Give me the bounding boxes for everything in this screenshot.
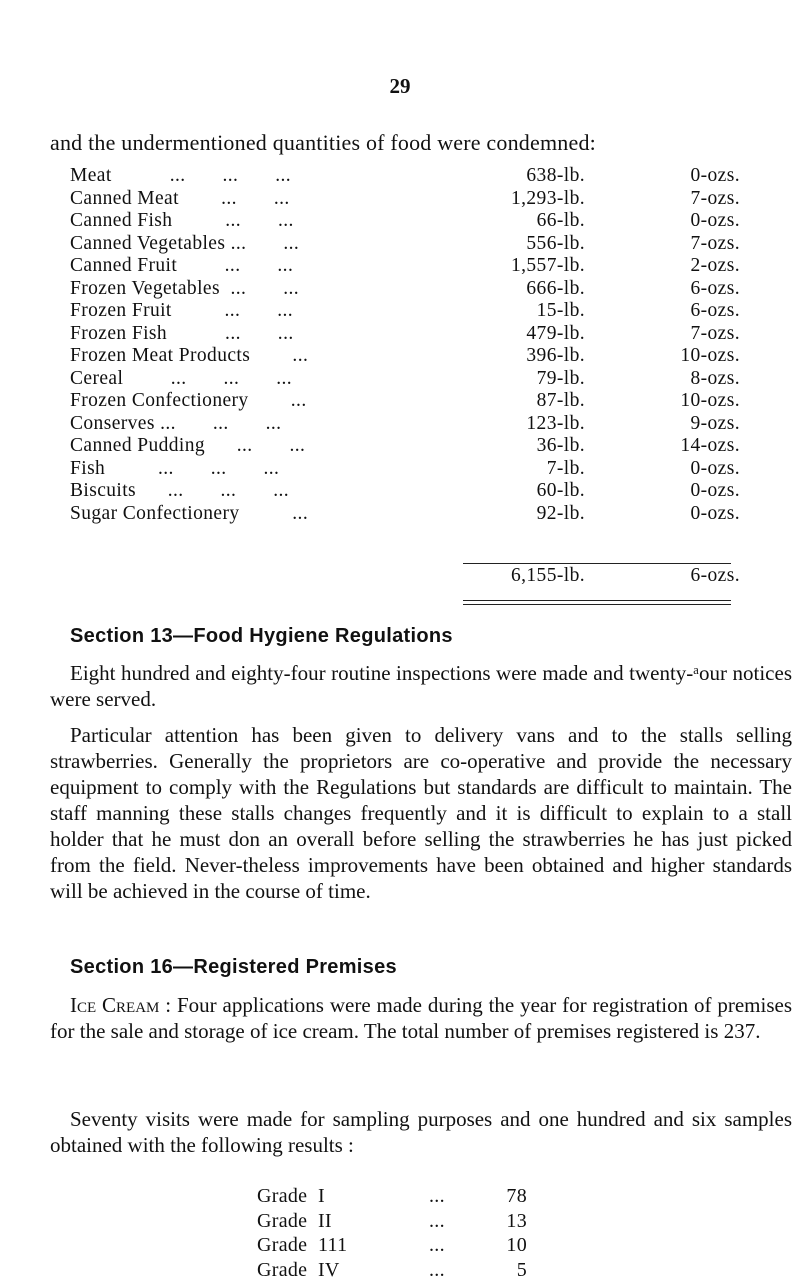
section-13-paragraph-2-text: Particular attention has been given to delivery vans and to the stalls selling strawberries. Generally the proprietors are co-operative and provide the necessary equipment to comply with the Regulations but standards are difficult to maintain. The staff manning these stalls changes frequently and it is difficult to explain to a stall holder that he must don an overall before selling the strawberries he has just picked from the field. Never-theless improvements have been obtained and higher standards will be achieved in the course of time. — [50, 723, 792, 903]
page-number: 29 — [389, 74, 411, 98]
condemned-food-table — [70, 165, 740, 525]
ounces-value: 7-ozs. — [690, 187, 740, 209]
table-row — [70, 323, 740, 346]
ounces-value: 2-ozs. — [690, 255, 740, 276]
ounces-value: 0-ozs. — [690, 165, 740, 186]
table-row — [70, 458, 740, 481]
total-double-rule — [463, 600, 731, 605]
pounds-value: 1,293-lb. — [510, 187, 585, 209]
section-13-paragraph-2 — [50, 722, 792, 904]
ounces-value: 0-ozs. — [690, 210, 740, 231]
intro-line: and the undermentioned quantities of food were condemned: — [50, 130, 596, 155]
food-label: Cereal ... ... ... — [70, 367, 293, 389]
section-16-paragraph-1 — [50, 992, 792, 1044]
table-row — [70, 480, 740, 503]
ice-cream-lead: Ice Cream : — [70, 993, 172, 1017]
section-13-paragraph-1 — [50, 660, 792, 712]
food-label: Frozen Vegetables ... ... — [70, 277, 300, 299]
table-row — [70, 165, 740, 188]
table-row — [70, 503, 740, 526]
section-13-heading: Section 13—Food Hygiene Regulations — [70, 625, 453, 647]
grade-results-table — [257, 1185, 547, 1283]
table-row — [70, 278, 740, 301]
grade-count: 5 — [516, 1258, 527, 1281]
grade-count: 13 — [506, 1209, 527, 1232]
section-13-paragraph-1-text: Eight hundred and eighty-four routine inspections were made and twenty-ᵃour notices were served. — [50, 661, 792, 711]
pounds-value: 123-lb. — [526, 412, 585, 434]
total-ounces: 6-ozs. — [690, 565, 740, 586]
food-label: Sugar Confectionery ... — [70, 502, 309, 524]
grade-row — [257, 1185, 547, 1210]
pounds-value: 92-lb. — [536, 502, 585, 524]
food-label: Biscuits ... ... ... — [70, 480, 290, 501]
pounds-value: 479-lb. — [526, 322, 585, 344]
pounds-value: 15-lb. — [536, 300, 585, 321]
ounces-value: 0-ozs. — [690, 457, 740, 479]
grade-label: Grade IV — [257, 1258, 340, 1281]
table-row — [70, 233, 740, 256]
ounces-value: 9-ozs. — [690, 412, 740, 434]
grade-row — [257, 1259, 547, 1284]
food-label: Frozen Confectionery ... — [70, 390, 307, 411]
table-row — [70, 413, 740, 436]
table-row — [70, 345, 740, 368]
ounces-value: 0-ozs. — [690, 502, 740, 524]
ounces-value: 10-ozs. — [680, 345, 740, 366]
food-label: Frozen Meat Products ... — [70, 345, 309, 366]
ounces-value: 0-ozs. — [690, 480, 740, 501]
food-label: Conserves ... ... ... — [70, 412, 282, 434]
food-label: Canned Fruit ... ... — [70, 255, 294, 276]
ounces-value: 14-ozs. — [680, 435, 740, 456]
leader-dots: ... — [429, 1234, 445, 1256]
grade-label: Grade 111 — [257, 1234, 348, 1256]
food-label: Canned Fish ... ... — [70, 210, 294, 231]
ounces-value: 8-ozs. — [690, 367, 740, 389]
table-row — [70, 188, 740, 211]
ounces-value: 6-ozs. — [690, 277, 740, 299]
pounds-value: 79-lb. — [536, 367, 585, 389]
grade-row — [257, 1210, 547, 1235]
total-rule — [463, 563, 731, 564]
food-label: Canned Pudding ... ... — [70, 435, 306, 456]
pounds-value: 1,557-lb. — [510, 255, 585, 276]
pounds-value: 66-lb. — [536, 210, 585, 231]
grade-count: 10 — [506, 1234, 527, 1256]
food-label: Fish ... ... ... — [70, 457, 280, 479]
ounces-value: 6-ozs. — [690, 300, 740, 321]
food-label: Canned Vegetables ... ... — [70, 232, 300, 254]
pounds-value: 666-lb. — [526, 277, 585, 299]
total-pounds: 6,155-lb. — [510, 565, 585, 586]
pounds-value: 638-lb. — [526, 165, 585, 186]
ounces-value: 10-ozs. — [680, 390, 740, 411]
pounds-value: 87-lb. — [536, 390, 585, 411]
table-row — [70, 390, 740, 413]
section-16-paragraph-2 — [50, 1106, 792, 1158]
table-row — [70, 435, 740, 458]
food-label: Frozen Fruit ... ... — [70, 300, 294, 321]
ounces-value: 7-ozs. — [690, 232, 740, 254]
grade-label: Grade I — [257, 1185, 325, 1207]
leader-dots: ... — [429, 1209, 445, 1232]
pounds-value: 60-lb. — [536, 480, 585, 501]
ounces-value: 7-ozs. — [690, 322, 740, 344]
section-16-paragraph-2-text: Seventy visits were made for sampling purposes and one hundred and six samples obtained with the following results : — [50, 1107, 792, 1157]
total-row — [70, 565, 740, 591]
table-row — [70, 255, 740, 278]
pounds-value: 556-lb. — [526, 232, 585, 254]
grade-label: Grade II — [257, 1209, 332, 1232]
table-row — [70, 368, 740, 391]
pounds-value: 36-lb. — [536, 435, 585, 456]
pounds-value: 396-lb. — [526, 345, 585, 366]
grade-row — [257, 1234, 547, 1259]
table-row — [70, 300, 740, 323]
food-label: Canned Meat ... ... — [70, 187, 290, 209]
grade-count: 78 — [506, 1185, 527, 1207]
section-16-heading: Section 16—Registered Premises — [70, 956, 397, 978]
food-label: Meat ... ... ... — [70, 165, 292, 186]
table-row — [70, 210, 740, 233]
food-label: Frozen Fish ... ... — [70, 322, 294, 344]
leader-dots: ... — [429, 1258, 445, 1281]
section-16-paragraph-1-text: Four applications were made during the year for registration of premises for the sale and storage of ice cream. The total number of premises registered is 237. — [50, 993, 792, 1043]
pounds-value: 7-lb. — [546, 457, 585, 479]
leader-dots: ... — [429, 1185, 445, 1207]
